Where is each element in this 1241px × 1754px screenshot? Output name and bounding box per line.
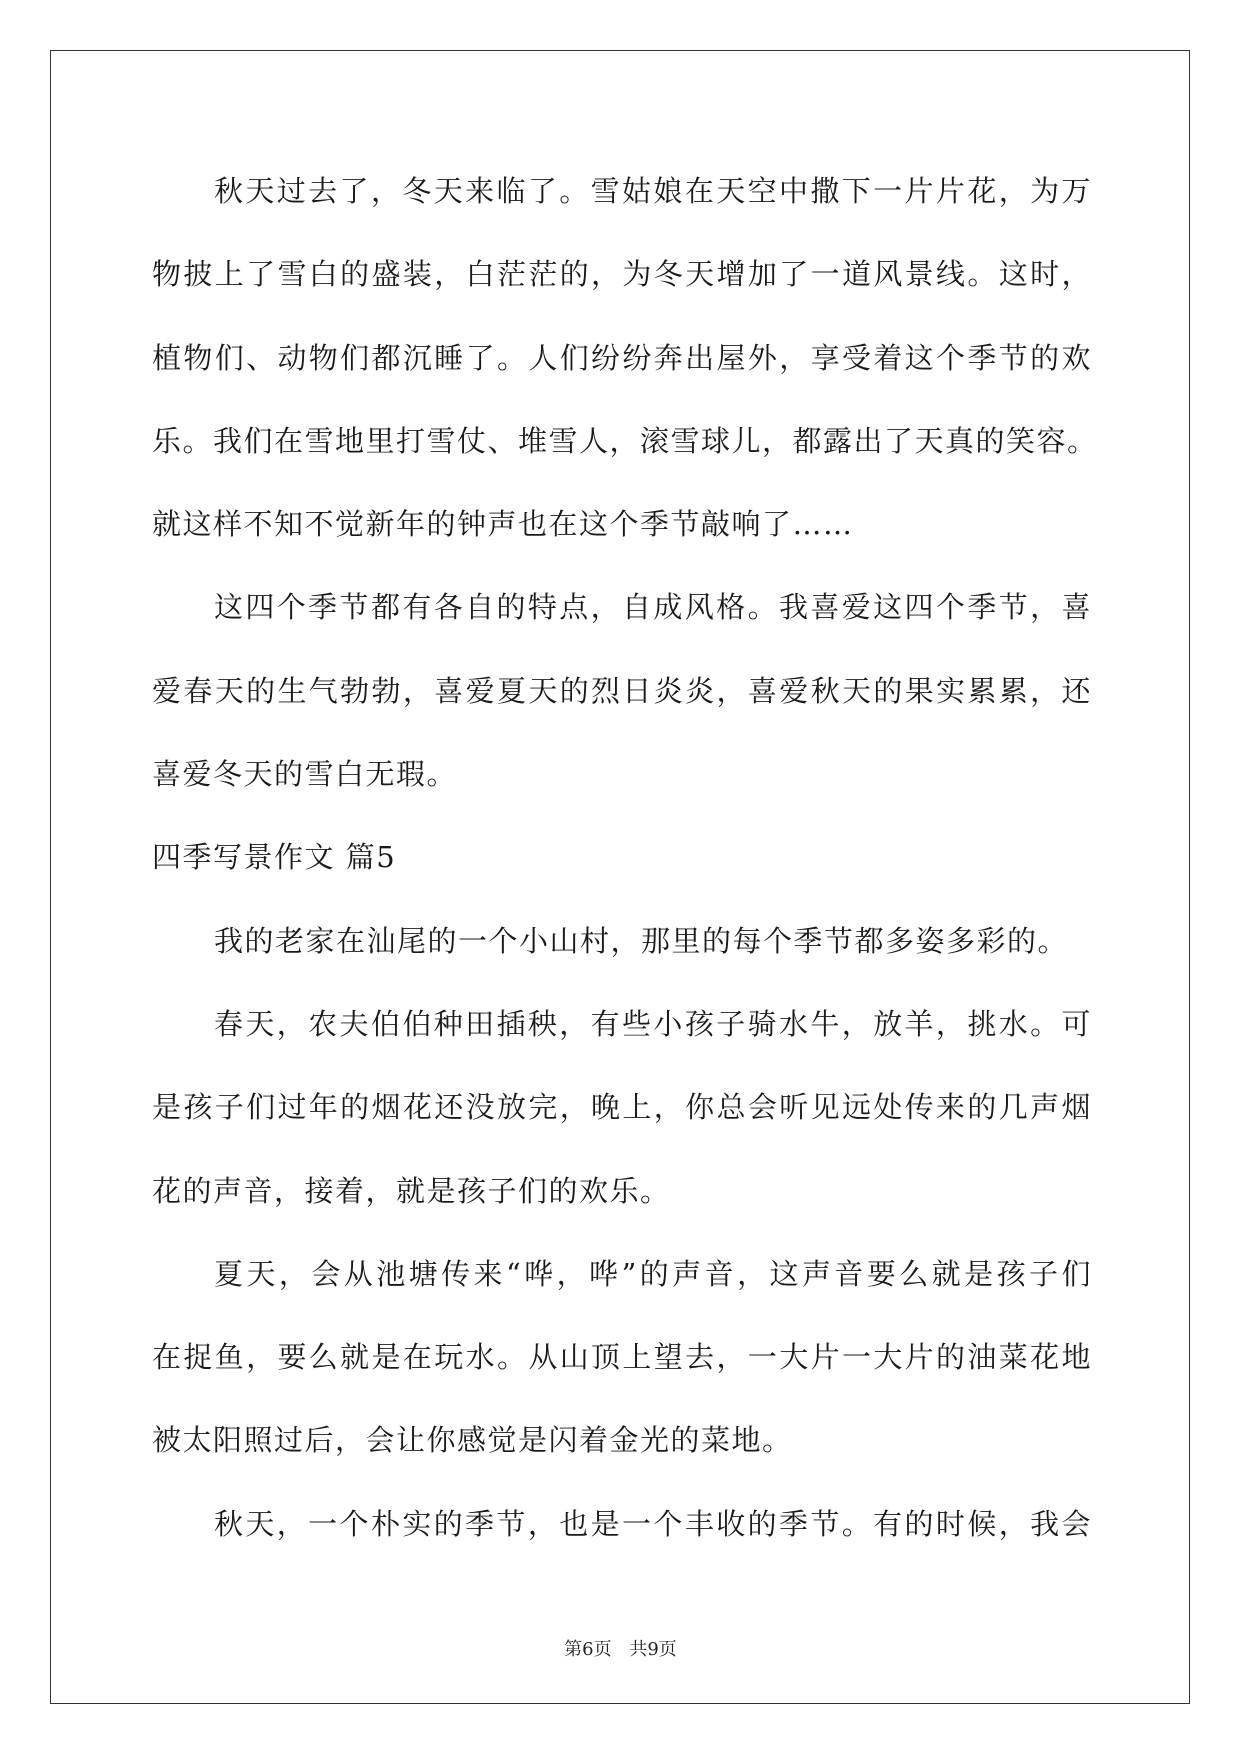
text-line-2: 物披上了雪白的盛装，白茫茫的，为冬天增加了一道风景线。这时， <box>152 257 1092 292</box>
text-line-17: 秋天，一个朴实的季节，也是一个丰收的季节。有的时候，我会 <box>214 1506 1092 1541</box>
text-line-13: 花的声音，接着，就是孩子们的欢乐。 <box>152 1173 671 1208</box>
text-line-14: 夏天，会从池塘传来“哗，哗”的声音，这声音要么就是孩子们 <box>214 1256 1092 1291</box>
text-line-8: 喜爱冬天的雪白无瑕。 <box>152 757 458 792</box>
document-body <box>152 164 1098 1580</box>
text-line-7: 爱春天的生气勃勃，喜爱夏天的烈日炎炎，喜爱秋天的果实累累，还 <box>152 673 1092 708</box>
text-line-15: 在捉鱼，要么就是在玩水。从山顶上望去，一大片一大片的油菜花地 <box>152 1340 1092 1375</box>
text-line-12: 是孩子们过年的烟花还没放完，晚上，你总会听见远处传来的几声烟 <box>152 1090 1092 1125</box>
section-heading: 四季写景作文 篇5 <box>152 840 397 875</box>
text-line-3: 植物们、动物们都沉睡了。人们纷纷奔出屋外，享受着这个季节的欢 <box>152 340 1092 375</box>
page-number-current: 第6页 <box>564 1639 612 1660</box>
text-line-4: 乐。我们在雪地里打雪仗、堆雪人，滚雪球儿，都露出了天真的笑容。 <box>152 423 1098 458</box>
page-footer <box>0 1635 1241 1661</box>
text-line-1: 秋天过去了，冬天来临了。雪姑娘在天空中撒下一片片花，为万 <box>214 174 1092 208</box>
text-line-6: 这四个季节都有各自的特点，自成风格。我喜爱这四个季节，喜 <box>214 590 1092 625</box>
text-line-5: 就这样不知不觉新年的钟声也在这个季节敲响了…… <box>152 507 854 542</box>
text-line-16: 被太阳照过后，会让你感觉是闪着金光的菜地。 <box>152 1423 793 1458</box>
page-number-total: 共9页 <box>629 1639 677 1660</box>
text-line-10: 我的老家在汕尾的一个小山村，那里的每个季节都多姿多彩的。 <box>214 923 1069 958</box>
text-line-11: 春天，农夫伯伯种田插秧，有些小孩子骑水牛，放羊，挑水。可 <box>214 1006 1092 1041</box>
